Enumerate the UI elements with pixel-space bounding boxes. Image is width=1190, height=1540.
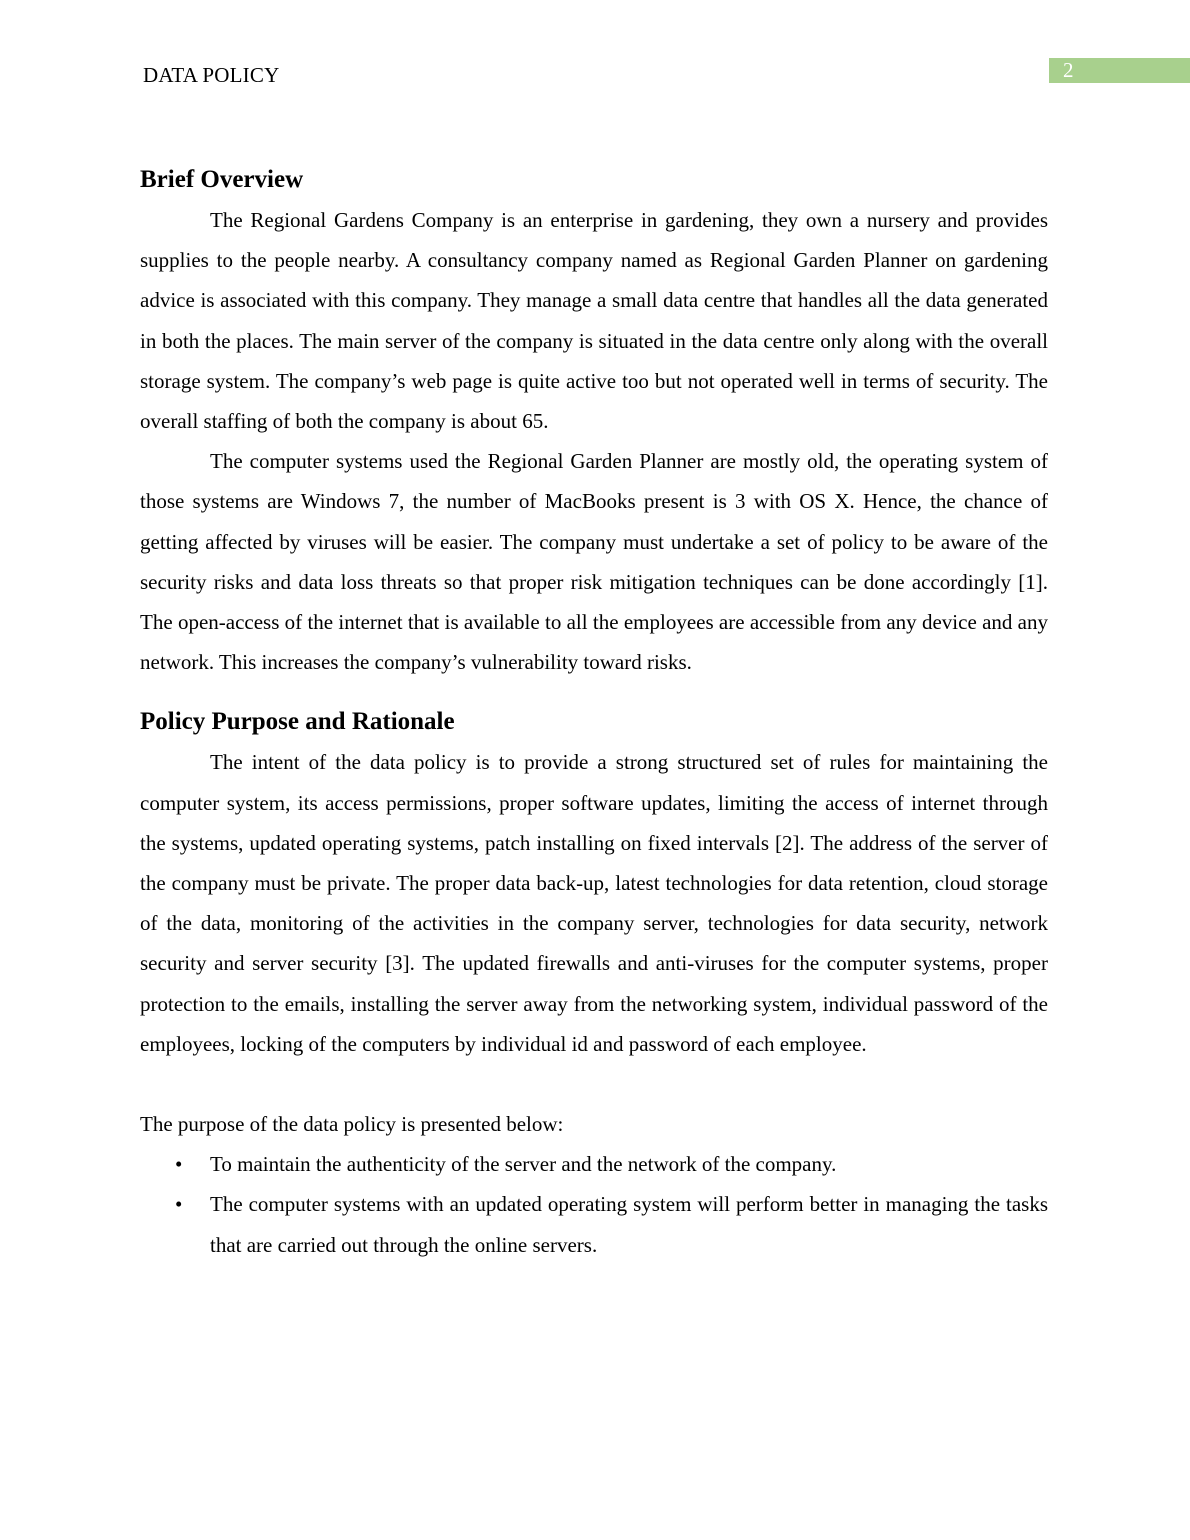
- purpose-bullet-list: [140, 1144, 1048, 1265]
- overview-paragraph-1: The Regional Gardens Company is an enterprise in gardening, they own a nursery and provides supplies to the people nearby. A consultancy company named as Regional Garden Planner on gardening advice is associated with this company. They manage a small data centre that handles all the data generated in both the places. The main server of the company is situated in the data centre only along with the overall storage system. The company’s web page is quite active too but not operated well in terms of security. The overall staffing of both the company is about 65.: [140, 208, 1048, 434]
- purpose-list-intro: The purpose of the data policy is presented below:: [140, 1112, 564, 1137]
- page-number-box: [1049, 58, 1190, 83]
- running-header-title: DATA POLICY: [143, 63, 280, 87]
- page-number: 2: [1063, 58, 1074, 82]
- list-item: [140, 1184, 1048, 1264]
- purpose-paragraph-1: The intent of the data policy is to provide a strong structured set of rules for maintaining the computer system, its access permissions, proper software updates, limiting the access of internet through the systems, updated operating systems, patch installing on fixed intervals [2]. The address of the server of the company must be private. The proper data back-up, latest technologies for data retention, cloud storage of the data, monitoring of the activities in the company server, technologies for data security, network security and server security [3]. The updated firewalls and anti-viruses for the computer systems, proper protection to the emails, installing the server away from the networking system, individual password of the employees, locking of the computers by individual id and password of each employee.: [140, 750, 1048, 1056]
- overview-paragraph-2: The computer systems used the Regional Garden Planner are mostly old, the operating system of those systems are Windows 7, the number of MacBooks present is 3 with OS X. Hence, the chance of getting affected by viruses will be easier. The company must undertake a set of policy to be aware of the security risks and data loss threats so that proper risk mitigation techniques can be done accordingly [1]. The open-access of the internet that is available to all the employees are accessible from any device and any network. This increases the company’s vulnerability toward risks.: [140, 449, 1048, 675]
- document-body: [140, 160, 1048, 1265]
- section-heading-policy-purpose: Policy Purpose and Rationale: [140, 708, 455, 736]
- bullet-icon: •: [175, 1152, 183, 1177]
- section-heading-brief-overview: Brief Overview: [140, 166, 304, 193]
- list-item-text: To maintain the authenticity of the server and the network of the company.: [210, 1152, 837, 1177]
- list-item: [140, 1144, 1048, 1184]
- bullet-icon: •: [175, 1192, 183, 1217]
- list-item-text: The computer systems with an updated operating system will perform better in managing the tasks that are carried out through the online servers.: [210, 1192, 1048, 1257]
